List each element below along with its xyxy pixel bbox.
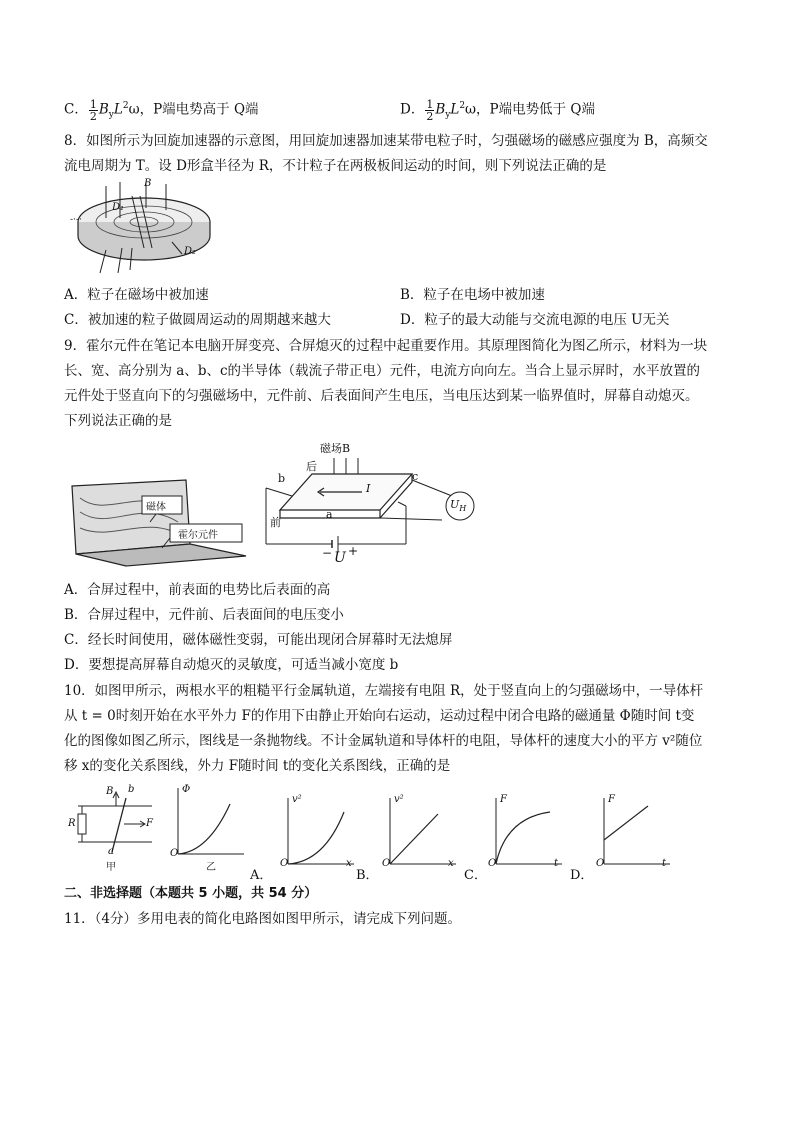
option-c-t-label: t — [554, 858, 559, 869]
flux-axis-label: Φ — [182, 784, 191, 795]
option-d-graph — [594, 794, 674, 878]
rails-r-label: R — [68, 818, 76, 829]
rails-rod-a-label: a — [108, 846, 114, 857]
rails-rod-b-label: b — [128, 784, 135, 795]
rails-b-label: B — [106, 786, 114, 797]
q9-option-b: B．合屏过程中，元件前、后表面间的电压变小 — [64, 607, 344, 623]
voltage-plus-label: + — [348, 544, 359, 558]
current-i-label: I — [366, 482, 371, 495]
option-d-f-label: F — [608, 794, 615, 805]
edge-c-label: c — [412, 470, 419, 483]
q8-option-c: C．被加速的粒子做圆周运动的周期越来越大 — [64, 312, 331, 328]
voltage-u-label: U — [334, 550, 346, 566]
voltage-minus-label: − — [322, 546, 333, 560]
q8-option-b: B．粒子在电场中被加速 — [400, 287, 545, 303]
edge-b-label: b — [278, 472, 286, 485]
q10-stem-line3: 化的图像如图乙所示，图线是一条抛物线。不计金属轨道和导体杆的电阻，导体杆的速度大小的平方 v²随位 — [64, 733, 703, 749]
flux-yi-label: 乙 — [206, 862, 216, 873]
laptop-figure — [66, 478, 250, 568]
q9-stem-line4: 下列说法正确的是 — [64, 413, 172, 429]
q9-option-a: A．合屏过程中，前表面的电势比后表面的高 — [64, 582, 331, 598]
voltage-uh-label: $U_H$ — [450, 498, 467, 514]
hall-element-label: 霍尔元件 — [178, 530, 218, 541]
option-b-graph — [380, 794, 460, 878]
q8-option-a: A．粒子在磁场中被加速 — [64, 287, 209, 303]
option-c-f-label: F — [500, 794, 507, 805]
option-a-origin: O — [280, 858, 289, 869]
section-2-title: 二、非选择题（本题共 5 小题，共 54 分） — [64, 886, 318, 901]
rails-figure — [68, 784, 160, 872]
q10-option-b-label: B． — [356, 868, 379, 883]
option-a-graph — [278, 794, 358, 878]
q9-option-d: D．要想提高屏幕自动熄灭的灵敏度，可适当减小宽度 b — [64, 657, 399, 673]
q9-stem-line1: 9．霍尔元件在笔记本电脑开屏变亮、合屏熄灭的过程中起重要作用。其原理图简化为图乙所示，材料为一块 — [64, 338, 708, 354]
q7-option-d: D． $\frac{1}{2}$ $B_yL^2\omega$，P端电势低于 Q端 — [400, 97, 595, 123]
front-label: 前 — [270, 516, 281, 529]
q10-stem-line2: 从 t = 0时刻开始在水平外力 F的作用下由静止开始向右运动，运动过程中闭合电路的磁通量 Φ随时间 t变 — [64, 708, 695, 724]
q7-option-c: C． $\frac{1}{2}$ $B_yL^2\omega$，P端电势高于 Q端 — [64, 97, 259, 123]
cyclotron-label-d1: D₁ — [112, 202, 125, 213]
option-d-t-label: t — [662, 858, 667, 869]
option-a-v2-label: v² — [292, 794, 302, 805]
q10-option-d-label: D． — [570, 868, 594, 883]
q11-stem: 11．（4分）多用电表的简化电路图如图甲所示，请完成下列问题。 — [64, 911, 462, 927]
q9-stem-line2: 长、宽、高分别为 a、b、c的半导体（载流子带正电）元件，电流方向向左。当合上显示屏时，水平放置的 — [64, 363, 701, 379]
option-a-x-label: x — [346, 858, 352, 869]
magnet-label: 磁体 — [146, 502, 166, 513]
field-b-label: 磁场B — [320, 442, 351, 455]
cyclotron-label-b: B — [144, 178, 152, 189]
option-c-origin: O — [488, 858, 497, 869]
option-d-origin: O — [596, 858, 605, 869]
flux-graph — [168, 784, 248, 876]
cyclotron-label-d2: D₂ — [184, 246, 197, 257]
q8-stem-line1: 8．如图所示为回旋加速器的示意图，用回旋加速器加速某带电粒子时，匀强磁场的磁感应强度为 B，高频交 — [64, 133, 708, 149]
edge-a-label: a — [326, 508, 333, 521]
back-label: 后 — [306, 460, 317, 473]
q9-stem-line3: 元件处于竖直向下的匀强磁场中，元件前、后表面间产生电压，当电压达到某一临界值时，屏幕自动熄灭。 — [64, 388, 699, 404]
option-c-graph — [486, 794, 566, 878]
flux-origin-label: O — [170, 848, 179, 859]
q8-stem-line2: 流电周期为 T。设 D形盒半径为 R，不计粒子在两极板间运动的时间，则下列说法正确的是 — [64, 158, 607, 174]
svg-text:-·-·: -·-· — [70, 215, 82, 225]
q9-option-c: C．经长时间使用，磁体磁性变弱，可能出现闭合屏幕时无法熄屏 — [64, 632, 453, 648]
option-b-origin: O — [382, 858, 391, 869]
q10-option-c-label: C． — [464, 868, 487, 883]
rails-force-label: F — [146, 818, 153, 829]
rails-jia-label: 甲 — [106, 862, 116, 873]
cyclotron-figure — [66, 178, 216, 276]
option-b-v2-label: v² — [394, 794, 404, 805]
q10-option-a-label: A． — [250, 868, 273, 883]
hall-circuit-figure — [262, 440, 482, 570]
q10-stem-line1: 10．如图甲所示，两根水平的粗糙平行金属轨道，左端接有电阻 R，处于竖直向上的匀强磁场中，一导体杆 — [64, 683, 704, 699]
q10-stem-line4: 移 x的变化关系图线，外力 F随时间 t的变化关系图线，正确的是 — [64, 758, 451, 774]
q8-option-d: D．粒子的最大动能与交流电源的电压 U无关 — [400, 312, 670, 328]
option-b-x-label: x — [448, 858, 454, 869]
